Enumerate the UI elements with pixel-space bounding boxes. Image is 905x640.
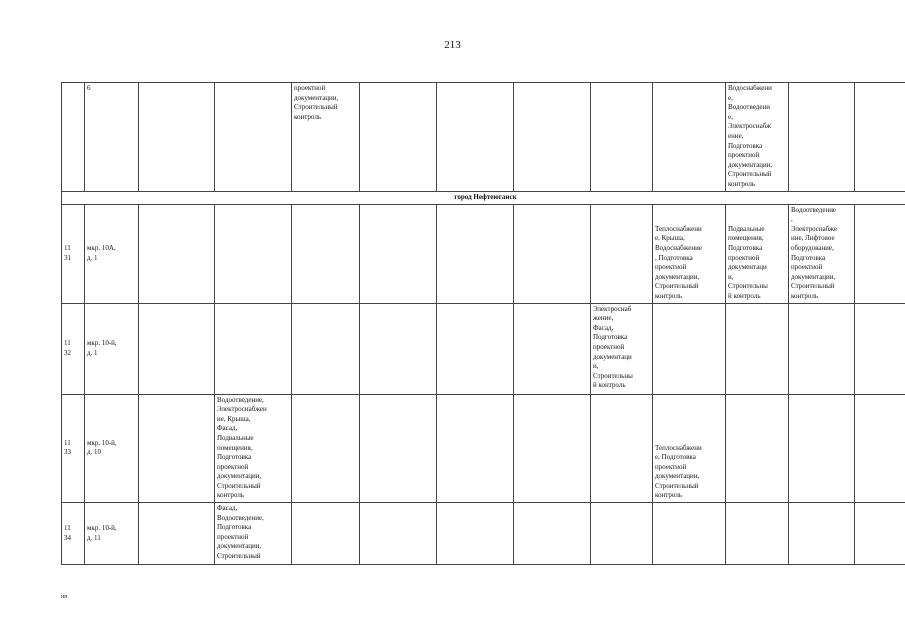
cell	[292, 303, 360, 394]
cell	[855, 394, 905, 503]
cell	[437, 83, 514, 192]
cell	[292, 394, 360, 503]
cell	[653, 303, 726, 394]
cell	[62, 83, 85, 192]
cell	[789, 303, 855, 394]
cell	[855, 303, 905, 394]
cell	[437, 503, 514, 565]
cell-work-types: проектной документации, Строительный контроль	[292, 83, 360, 192]
cell-row-number: 11 34	[62, 503, 85, 565]
cell-address: мкр. 10-й, д. 10	[85, 394, 139, 503]
cell	[726, 303, 789, 394]
cell	[653, 83, 726, 192]
cell-address: 6	[85, 83, 139, 192]
cell	[653, 503, 726, 565]
cell-row-number: 11 31	[62, 204, 85, 303]
page-number: 213	[444, 39, 461, 51]
cell	[591, 83, 653, 192]
cell	[360, 83, 437, 192]
cell	[360, 503, 437, 565]
cell	[292, 204, 360, 303]
cell	[591, 394, 653, 503]
cell	[215, 303, 292, 394]
cell-work-types: Электроснаб жение, Фасад, Подготовка проектной документаци и, Строительны й контроль	[591, 303, 653, 394]
capital-repair-table	[61, 82, 905, 565]
city-heading: город Нефтеюганск	[62, 192, 905, 205]
city-heading-row	[62, 192, 905, 205]
cell	[292, 503, 360, 565]
cell	[139, 394, 215, 503]
cell-row-number: 11 32	[62, 303, 85, 394]
cell-work-types: Подвальные помещения, Подготовка проектной документаци и, Строительны й контроль	[726, 204, 789, 303]
cell	[514, 303, 591, 394]
cell	[591, 204, 653, 303]
cell	[789, 503, 855, 565]
cell-address: мкр. 10-й, д. 11	[85, 503, 139, 565]
cell	[514, 83, 591, 192]
cell	[139, 204, 215, 303]
cell	[591, 503, 653, 565]
table-row	[62, 204, 905, 303]
cell-work-types: Водоотведение , Электроснабже ние, Лифтовое оборудование, Подготовка проектной документации, Строительный контроль	[789, 204, 855, 303]
table-row	[62, 394, 905, 503]
cell	[139, 503, 215, 565]
cell	[360, 204, 437, 303]
cell	[139, 83, 215, 192]
cell	[215, 83, 292, 192]
cell	[855, 83, 905, 192]
cell	[855, 503, 905, 565]
cell-work-types: Теплоснабжени е, Подготовка проектной документации, Строительный контроль	[653, 394, 726, 503]
cell	[789, 83, 855, 192]
cell	[437, 204, 514, 303]
cell	[215, 204, 292, 303]
table-row	[62, 83, 905, 192]
footer-mark: нп	[61, 594, 68, 600]
cell	[514, 503, 591, 565]
cell	[855, 204, 905, 303]
cell	[514, 394, 591, 503]
cell	[726, 394, 789, 503]
table-row	[62, 503, 905, 565]
cell	[360, 394, 437, 503]
cell	[360, 303, 437, 394]
cell-address: мкр. 10А, д. 1	[85, 204, 139, 303]
cell	[789, 394, 855, 503]
cell-work-types: Фасад, Водоотведение, Подготовка проектной документации, Строительный	[215, 503, 292, 565]
table-row	[62, 303, 905, 394]
cell-work-types: Водоснабжени е, Водоотведени е, Электроснабж ение, Подготовка проектной документации, Строительный контроль	[726, 83, 789, 192]
cell	[437, 303, 514, 394]
cell-work-types: Теплоснабжени е, Крыша, Водоснабжение , Подготовка проектной документации, Строительный контроль	[653, 204, 726, 303]
cell-row-number: 11 33	[62, 394, 85, 503]
cell	[139, 303, 215, 394]
cell	[726, 503, 789, 565]
cell	[514, 204, 591, 303]
cell-address: мкр. 10-й, д. 1	[85, 303, 139, 394]
cell	[437, 394, 514, 503]
cell-work-types: Водоотведение, Электроснабжен ие, Крыша, Фасад, Подвальные помещения, Подготовка проектной документации, Строительный контроль	[215, 394, 292, 503]
